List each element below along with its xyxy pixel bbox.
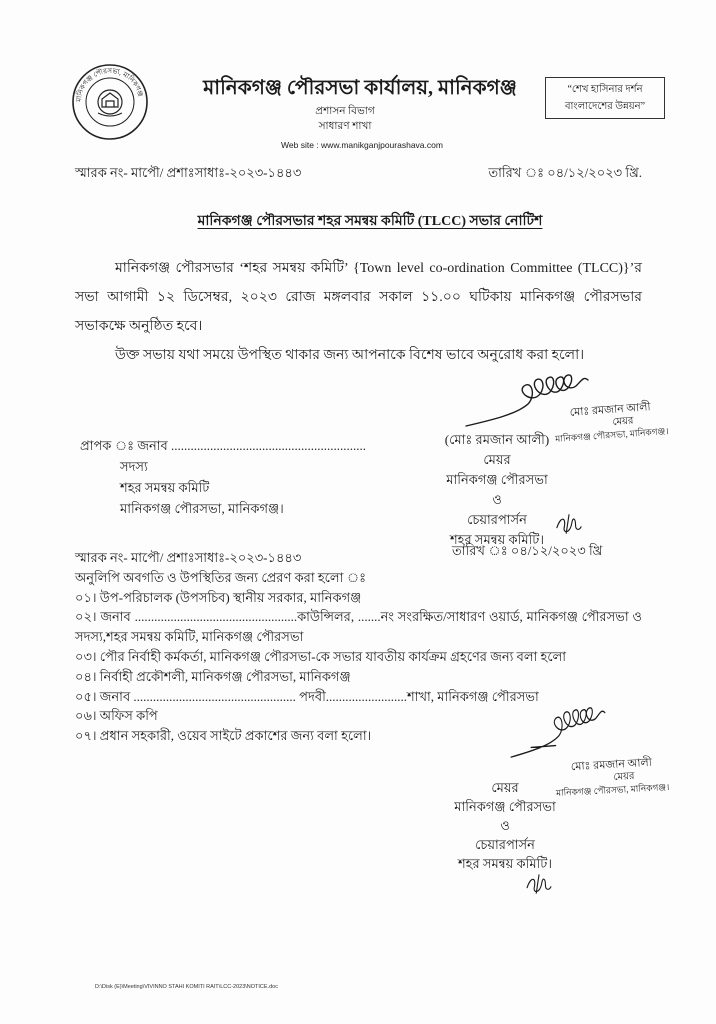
list-item: ০১। উপ-পরিচালক (উপসচিব) স্থানীয় সরকার, মানিকগঞ্জ	[75, 589, 362, 605]
notice-heading: মানিকগঞ্জ পৌরসভার শহর সমন্বয় কমিটি (TLCC) সভার নোটিশ	[197, 214, 543, 229]
list-item: ০৬। অফিস কপি	[75, 708, 158, 724]
slogan-line-2: বাংলাদেশের উন্নয়ন”	[564, 101, 646, 112]
list-item: ০২। জনাব ..................................................কাউন্সিলর, .......নং সংরক্ষিত/সাধারণ ওয়ার্ড, মানিকগঞ্জ পৌরসভা ও সদস্য,শহর সমন্বয় কমিটি, মানিকগঞ্জ পৌরসভা	[75, 609, 642, 645]
signatory-role: চেয়ারপার্সন	[467, 512, 527, 527]
mayor-signature	[508, 703, 608, 761]
stamp-office: মানিকগঞ্জ পৌরসভা, মানিকগঞ্জ।	[555, 782, 670, 798]
signatory-office: মানিকগঞ্জ পৌরসভা	[454, 799, 556, 814]
notice-body	[75, 254, 642, 370]
signatory-block	[440, 778, 570, 873]
list-item: ০৫। জনাব .................................................. পদবী.........................শাখা, মানিকগঞ্জ পৌরসভা	[75, 688, 539, 704]
recipient-member: সদস্য	[120, 459, 148, 474]
signatory-committee: শহর সমন্বয় কমিটি।	[457, 856, 553, 871]
slogan-line-1: “শেখ হাসিনার দর্শন	[567, 84, 643, 95]
memo-date: তারিখ ঃ ০৪/১২/২০২৩ খ্রি.	[488, 165, 642, 180]
file-path-footer: D:\Disk (E)\Meeting\VIVINNO STAHI KOMITI RAIT\LCC-2023\NOTICE.doc	[95, 984, 278, 990]
signatory-designation: মেয়র	[483, 452, 511, 467]
list-item: ০৪। নির্বাহী প্রকৌশলী, মানিকগঞ্জ পৌরসভা, মানিকগঞ্জ	[75, 668, 351, 684]
recipient-block	[80, 435, 380, 519]
chairperson-initial	[555, 512, 583, 536]
list-item: ০৩। পৌর নির্বাহী কর্মকর্তা, মানিকগঞ্জ পৌরসভা-কে সভার যাবতীয় কার্যক্রম গ্রহণের জন্য বলা হলো	[75, 648, 567, 664]
seal-text: মানিকগঞ্জ পৌরসভা, মানিকগঞ্জ	[74, 66, 145, 103]
notice-paragraph: মানিকগঞ্জ পৌরসভার ‘শহর সমন্বয় কমিটি’ {Town level co-ordination Committee (TLCC)}’র সভা আগামী ১২ ডিসেম্বর, ২০২৩ রোজ মঙ্গলবার সকাল ১১.০০ ঘটিকায় মানিকগঞ্জ পৌরসভার সভাকক্ষে অনুষ্ঠিত হবে।	[75, 261, 642, 334]
recipient-to: প্রাপক ঃ জনাব ............................................................	[80, 438, 366, 453]
recipient-office: মানিকগঞ্জ পৌরসভা, মানিকগঞ্জ।	[120, 501, 284, 516]
signatory-office: মানিকগঞ্জ পৌরসভা	[446, 472, 548, 487]
signatory-designation: মেয়র	[491, 780, 519, 795]
memo-row	[75, 164, 642, 182]
stamp-designation: মেয়র	[612, 415, 634, 428]
stamp-designation: মেয়র	[613, 770, 635, 783]
slogan-box	[545, 77, 665, 119]
stamp-office: মানিকগঞ্জ পৌরসভা, মানিকগঞ্জ।	[554, 426, 669, 444]
copy-intro: অনুলিপি অবগতি ও উপস্থিতির জন্য প্রেরণ করা হলো ঃ	[75, 569, 367, 585]
mayor-stamp	[552, 755, 672, 799]
mayor-stamp	[551, 399, 671, 445]
recipient-committee: শহর সমন্বয় কমিটি	[120, 480, 210, 495]
copy-reference: স্মারক নং- মাপৌ/ প্রশাঃসাধাঃ-২০২৩-১৪৪৩	[75, 550, 302, 565]
signatory-conjunction: ও	[492, 492, 502, 507]
signatory-committee: শহর সমন্বয় কমিটি।	[449, 532, 545, 547]
signatory-role: চেয়ারপার্সন	[475, 837, 535, 852]
section-name: সাধারণ শাখা	[318, 121, 372, 132]
signatory-block	[432, 430, 562, 550]
chairperson-initial	[525, 873, 553, 895]
list-item: ০৭। প্রধান সহকারী, ওয়েব সাইটে প্রকাশের জন্য বলা হলো।	[75, 728, 372, 744]
memo-reference: স্মারক নং- মাপৌ/ প্রশাঃসাধাঃ-২০২৩-১৪৪৩	[75, 165, 302, 180]
stamp-name: মোঃ রমজান আলী	[569, 401, 652, 419]
stamp-name: মোঃ রমজান আলী	[570, 756, 653, 774]
signatory-conjunction: ও	[500, 818, 510, 833]
office-title: মানিকগঞ্জ পৌরসভা কার্যালয়, মানিকগঞ্জ	[203, 77, 517, 99]
website-address: Web site : www.manikganjpourashava.com	[281, 140, 443, 150]
notice-request: উক্ত সভায় যথা সময়ে উপস্থিত থাকার জন্য আপনাকে বিশেষ ভাবে অনুরোধ করা হলো।	[115, 348, 585, 363]
department-name: প্রশাসন বিভাগ	[315, 106, 375, 117]
municipality-seal-logo	[71, 63, 149, 141]
signatory-name: (মোঃ রমজান আলী)	[444, 432, 550, 447]
copy-date: তারিখ ঃ ০৪/১২/২০২৩ খ্রি	[452, 543, 603, 558]
